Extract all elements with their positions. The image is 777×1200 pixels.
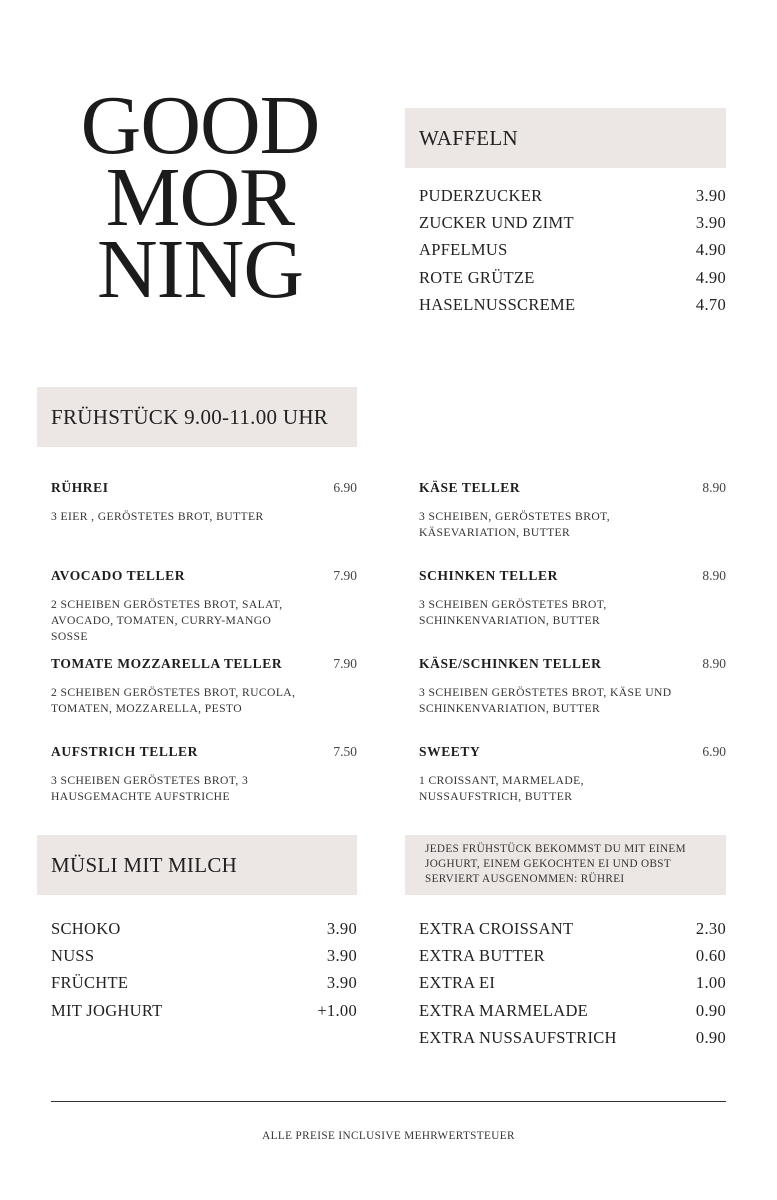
item-price: 4.90 <box>695 267 726 287</box>
footer-text: ALLE PREISE INCLUSIVE MEHRWERTSTEUER <box>262 1130 515 1142</box>
waffeln-item <box>419 186 726 213</box>
dish-price: 8.90 <box>702 656 726 671</box>
fruehstueck-dish <box>419 656 726 717</box>
fruehstueck-dish <box>419 744 726 805</box>
item-price: 4.70 <box>695 294 726 314</box>
item-price: 3.90 <box>326 919 357 938</box>
dish-description: 3 SCHEIBEN GERÖSTETES BROT, KÄSE UND SCHINKENVARIATION, BUTTER <box>419 686 672 715</box>
dish-price: 7.90 <box>333 656 357 671</box>
waffeln-item <box>419 268 726 295</box>
dish-price: 7.90 <box>333 568 357 583</box>
waffeln-item <box>419 213 726 240</box>
muesli-item <box>51 919 357 946</box>
item-price: 3.90 <box>326 973 357 993</box>
fruehstueck-dish <box>51 744 357 805</box>
item-name: EXTRA BUTTER <box>419 946 545 966</box>
dish-name: TOMATE MOZZARELLA TELLER <box>51 656 283 671</box>
item-name: ROTE GRÜTZE <box>419 267 535 287</box>
dish-description: 1 CROISSANT, MARMELADE, NUSSAUFSTRICH, BUTTER <box>419 774 584 803</box>
dish-name: KÄSE/SCHINKEN TELLER <box>419 656 602 671</box>
item-name: HASELNUSSCREME <box>419 294 576 314</box>
dish-description: 2 SCHEIBEN GERÖSTETES BROT, SALAT, AVOCADO, TOMATEN, CURRY-MANGO SOSSE <box>51 598 283 643</box>
dish-price: 8.90 <box>702 480 726 495</box>
item-name: APFELMUS <box>419 240 508 260</box>
item-name: FRÜCHTE <box>51 973 129 993</box>
item-price: 0.90 <box>695 1027 726 1047</box>
item-price: 3.90 <box>326 946 357 966</box>
dish-description: 2 SCHEIBEN GERÖSTETES BROT, RUCOLA, TOMATEN, MOZZARELLA, PESTO <box>51 686 296 715</box>
menu-title <box>50 79 350 316</box>
item-name: NUSS <box>51 946 95 966</box>
dish-price: 6.90 <box>702 744 726 759</box>
dish-description: 3 SCHEIBEN GERÖSTETES BROT, SCHINKENVARIATION, BUTTER <box>419 598 607 627</box>
fruehstueck-dish <box>51 480 357 525</box>
fruehstueck-dish <box>51 656 357 717</box>
muesli-item <box>51 973 357 1000</box>
extras-item <box>419 973 726 1000</box>
waffeln-item <box>419 240 726 267</box>
menu-title-line-2: MOR <box>105 151 295 244</box>
extras-item <box>419 1001 726 1028</box>
item-name: PUDERZUCKER <box>419 186 543 205</box>
item-price: 0.60 <box>695 946 726 966</box>
fruehstueck-dish <box>419 480 726 541</box>
item-name: ZUCKER UND ZIMT <box>419 213 574 233</box>
dish-name: AUFSTRICH TELLER <box>51 744 199 759</box>
dish-name: RÜHREI <box>51 480 109 495</box>
waffeln-heading <box>405 108 726 168</box>
muesli-list <box>51 919 357 1028</box>
waffeln-list <box>419 186 726 322</box>
waffeln-item <box>419 295 726 322</box>
menu-title-line-3: NING <box>97 223 303 316</box>
item-name: EXTRA MARMELADE <box>419 1000 589 1020</box>
extras-item <box>419 946 726 973</box>
item-name: EXTRA EI <box>419 973 496 993</box>
dish-description: 3 SCHEIBEN, GERÖSTETES BROT, KÄSEVARIATION, BUTTER <box>419 510 611 539</box>
item-price: +1.00 <box>317 1000 357 1020</box>
extras-list <box>419 919 726 1055</box>
fruehstueck-heading-text: FRÜHSTÜCK 9.00-11.00 UHR <box>51 404 329 429</box>
fruehstueck-dish <box>51 568 357 645</box>
fruehstueck-dish <box>419 568 726 629</box>
dish-name: SCHINKEN TELLER <box>419 568 558 583</box>
item-price: 3.90 <box>695 186 726 205</box>
item-price: 0.90 <box>695 1000 726 1020</box>
muesli-item <box>51 946 357 973</box>
waffeln-heading-text: WAFFELN <box>419 125 518 150</box>
item-name: EXTRA CROISSANT <box>419 919 574 938</box>
dish-price: 8.90 <box>702 568 726 583</box>
dish-description: 3 SCHEIBEN GERÖSTETES BROT, 3 HAUSGEMACHTE AUFSTRICHE <box>51 774 249 803</box>
dish-name: SWEETY <box>419 744 481 759</box>
item-name: SCHOKO <box>51 919 121 938</box>
fruehstueck-heading <box>37 387 357 447</box>
dish-name: AVOCADO TELLER <box>51 568 186 583</box>
item-price: 1.00 <box>695 973 726 993</box>
item-name: EXTRA NUSSAUFSTRICH <box>419 1027 617 1047</box>
muesli-heading-text: MÜSLI MIT MILCH <box>51 852 238 877</box>
breakfast-note <box>405 835 726 895</box>
item-price: 3.90 <box>695 213 726 233</box>
footer-divider <box>51 1101 726 1102</box>
muesli-item <box>51 1001 357 1028</box>
extras-item <box>419 919 726 946</box>
muesli-heading <box>37 835 357 895</box>
breakfast-note-text: JEDES FRÜHSTÜCK BEKOMMST DU MIT EINEM JOGHURT, EINEM GEKOCHTEN EI UND OBST SERVIERT AUSGENOMMEN: RÜHREI <box>425 843 686 885</box>
extras-item <box>419 1028 726 1055</box>
dish-description: 3 EIER , GERÖSTETES BROT, BUTTER <box>51 510 264 523</box>
item-price: 2.30 <box>695 919 726 938</box>
dish-price: 7.50 <box>333 744 357 759</box>
dish-name: KÄSE TELLER <box>419 480 521 495</box>
item-name: MIT JOGHURT <box>51 1000 163 1020</box>
item-price: 4.90 <box>695 240 726 260</box>
menu-title-line-1: GOOD <box>80 79 320 172</box>
dish-price: 6.90 <box>333 480 357 495</box>
